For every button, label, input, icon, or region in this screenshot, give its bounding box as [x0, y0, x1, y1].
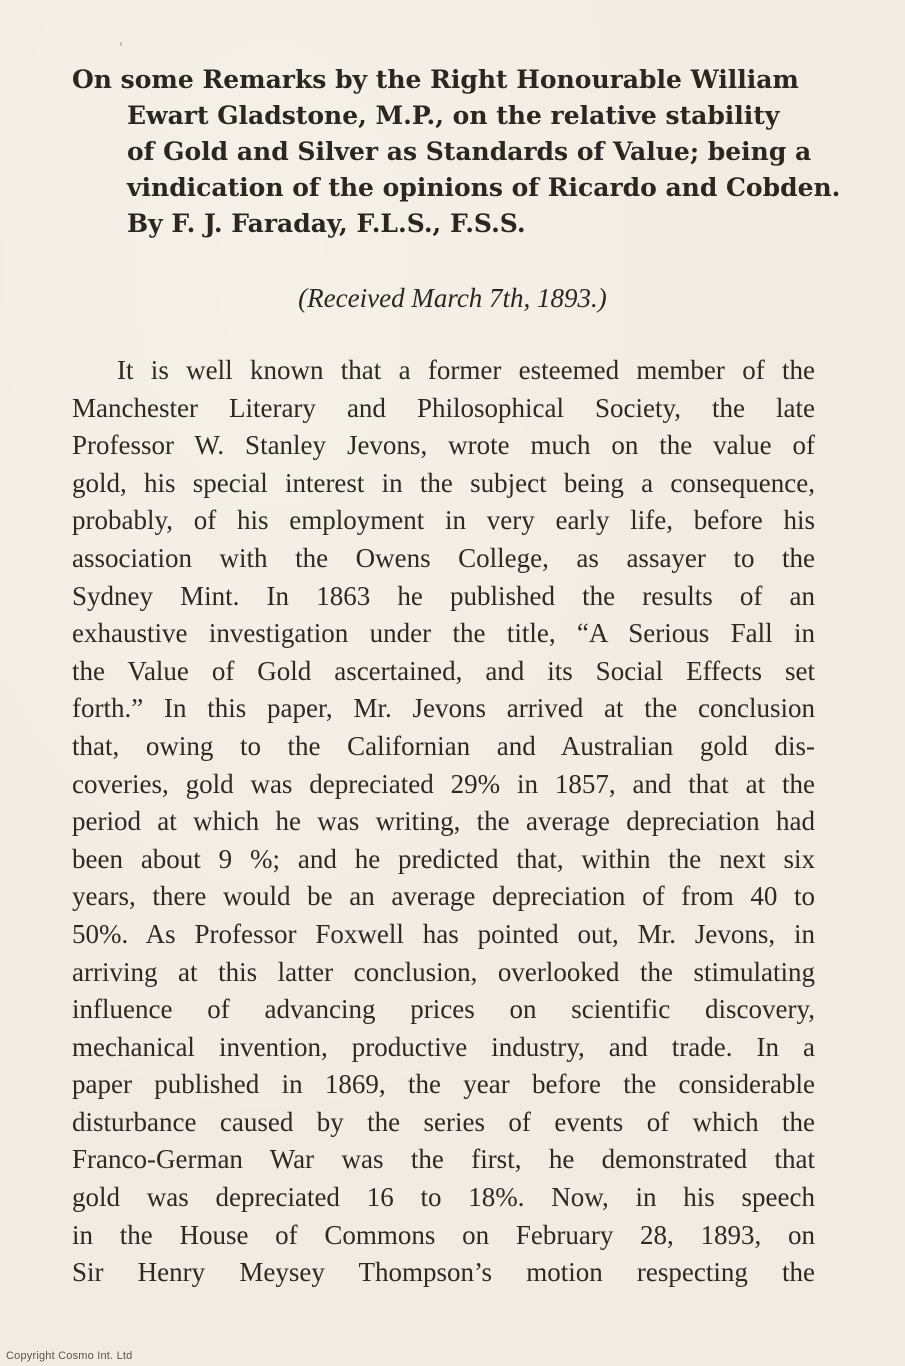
- body-line: period at which he was writing, the average depreciation had: [72, 806, 815, 837]
- body-line: 50%. As Professor Foxwell has pointed out, Mr. Jevons, in: [72, 918, 815, 949]
- body-line: Franco-German War was the first, he demonstrated that: [72, 1144, 815, 1175]
- title-line: By F. J. Faraday, F.L.S., F.S.S.: [127, 209, 526, 238]
- title-line: of Gold and Silver as Standards of Value; being a: [127, 137, 812, 166]
- body-line: disturbance caused by the series of events of which the: [72, 1106, 815, 1137]
- body-line: paper published in 1869, the year before the considerable: [72, 1069, 815, 1100]
- body-line: that, owing to the Californian and Australian gold dis-: [72, 730, 815, 761]
- received-date: (Received March 7th, 1893.): [298, 283, 607, 313]
- paper-speck: [120, 42, 122, 46]
- title-line: Ewart Gladstone, M.P., on the relative stability: [127, 101, 780, 130]
- copyright-watermark: Copyright Cosmo Int. Ltd: [6, 1350, 133, 1362]
- body-line: gold, his special interest in the subject being a consequence,: [72, 467, 815, 498]
- body-line: been about 9 %; and he predicted that, within the next six: [72, 843, 815, 874]
- title-line: On some Remarks by the Right Honourable William: [72, 65, 799, 94]
- body-line: gold was depreciated 16 to 18%. Now, in his speech: [72, 1182, 815, 1213]
- body-line: the Value of Gold ascertained, and its Social Effects set: [72, 655, 815, 686]
- body-line: Sir Henry Meysey Thompson’s motion respecting the: [72, 1257, 815, 1288]
- body-line: association with the Owens College, as assayer to the: [72, 542, 815, 573]
- body-line: Manchester Literary and Philosophical Society, the late: [72, 392, 815, 423]
- body-line: mechanical invention, productive industry, and trade. In a: [72, 1031, 815, 1062]
- body-line: arriving at this latter conclusion, overlooked the stimulating: [72, 956, 815, 987]
- article-title: [72, 62, 841, 242]
- body-line: It is well known that a former esteemed member of the: [117, 355, 815, 385]
- body-line: forth.” In this paper, Mr. Jevons arrived at the conclusion: [72, 693, 815, 724]
- body-line: years, there would be an average depreciation of from 40 to: [72, 881, 815, 912]
- title-line: vindication of the opinions of Ricardo and Cobden.: [127, 173, 841, 202]
- body-line: Sydney Mint. In 1863 he published the results of an: [72, 580, 815, 611]
- body-line: in the House of Commons on February 28, 1893, on: [72, 1219, 815, 1250]
- body-line: influence of advancing prices on scientific discovery,: [72, 994, 815, 1025]
- body-line: probably, of his employment in very early life, before his: [72, 505, 815, 536]
- body-line: Professor W. Stanley Jevons, wrote much on the value of: [72, 430, 815, 461]
- body-line: coveries, gold was depreciated 29% in 1857, and that at the: [72, 768, 815, 799]
- body-paragraph: [72, 352, 815, 1292]
- body-line: exhaustive investigation under the title, “A Serious Fall in: [72, 618, 815, 649]
